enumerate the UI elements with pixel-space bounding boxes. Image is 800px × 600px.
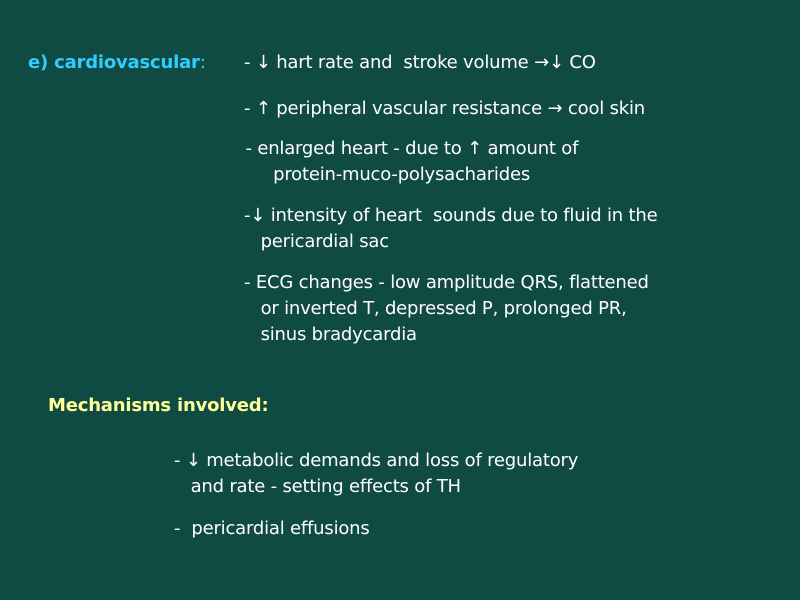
cardio-point-ecg-line: sinus bradycardia [244,324,417,345]
cardio-point-enlarged-heart-line: - enlarged heart - due to ↑ amount of [240,138,579,159]
mechanism-point-metabolic-line: and rate - setting effects of TH [174,476,461,497]
mechanism-point-effusions: - pericardial effusions [174,518,370,539]
cardio-point-heart-sounds-line: pericardial sac [244,231,389,252]
section-heading-colon: : [199,52,206,73]
cardio-point-heart-sounds-line: -↓ intensity of heart sounds due to fluid in the [244,205,658,226]
mechanism-point-metabolic-line: - ↓ metabolic demands and loss of regulatory [174,450,579,471]
cardio-point-heart-rate: - ↓ hart rate and stroke volume →↓ CO [244,52,596,73]
cardio-point-ecg-line: or inverted T, depressed P, prolonged PR, [244,298,627,319]
cardio-point-enlarged-heart-line: protein-muco-polysacharides [240,164,531,185]
cardio-point-vascular-resistance: - ↑ peripheral vascular resistance → cool skin [244,98,645,119]
section-heading [28,50,206,76]
mechanisms-heading: Mechanisms involved: [48,395,269,416]
section-heading-text: e) cardiovascular [28,52,200,73]
cardio-point-ecg-line: - ECG changes - low amplitude QRS, flattened [244,272,649,293]
